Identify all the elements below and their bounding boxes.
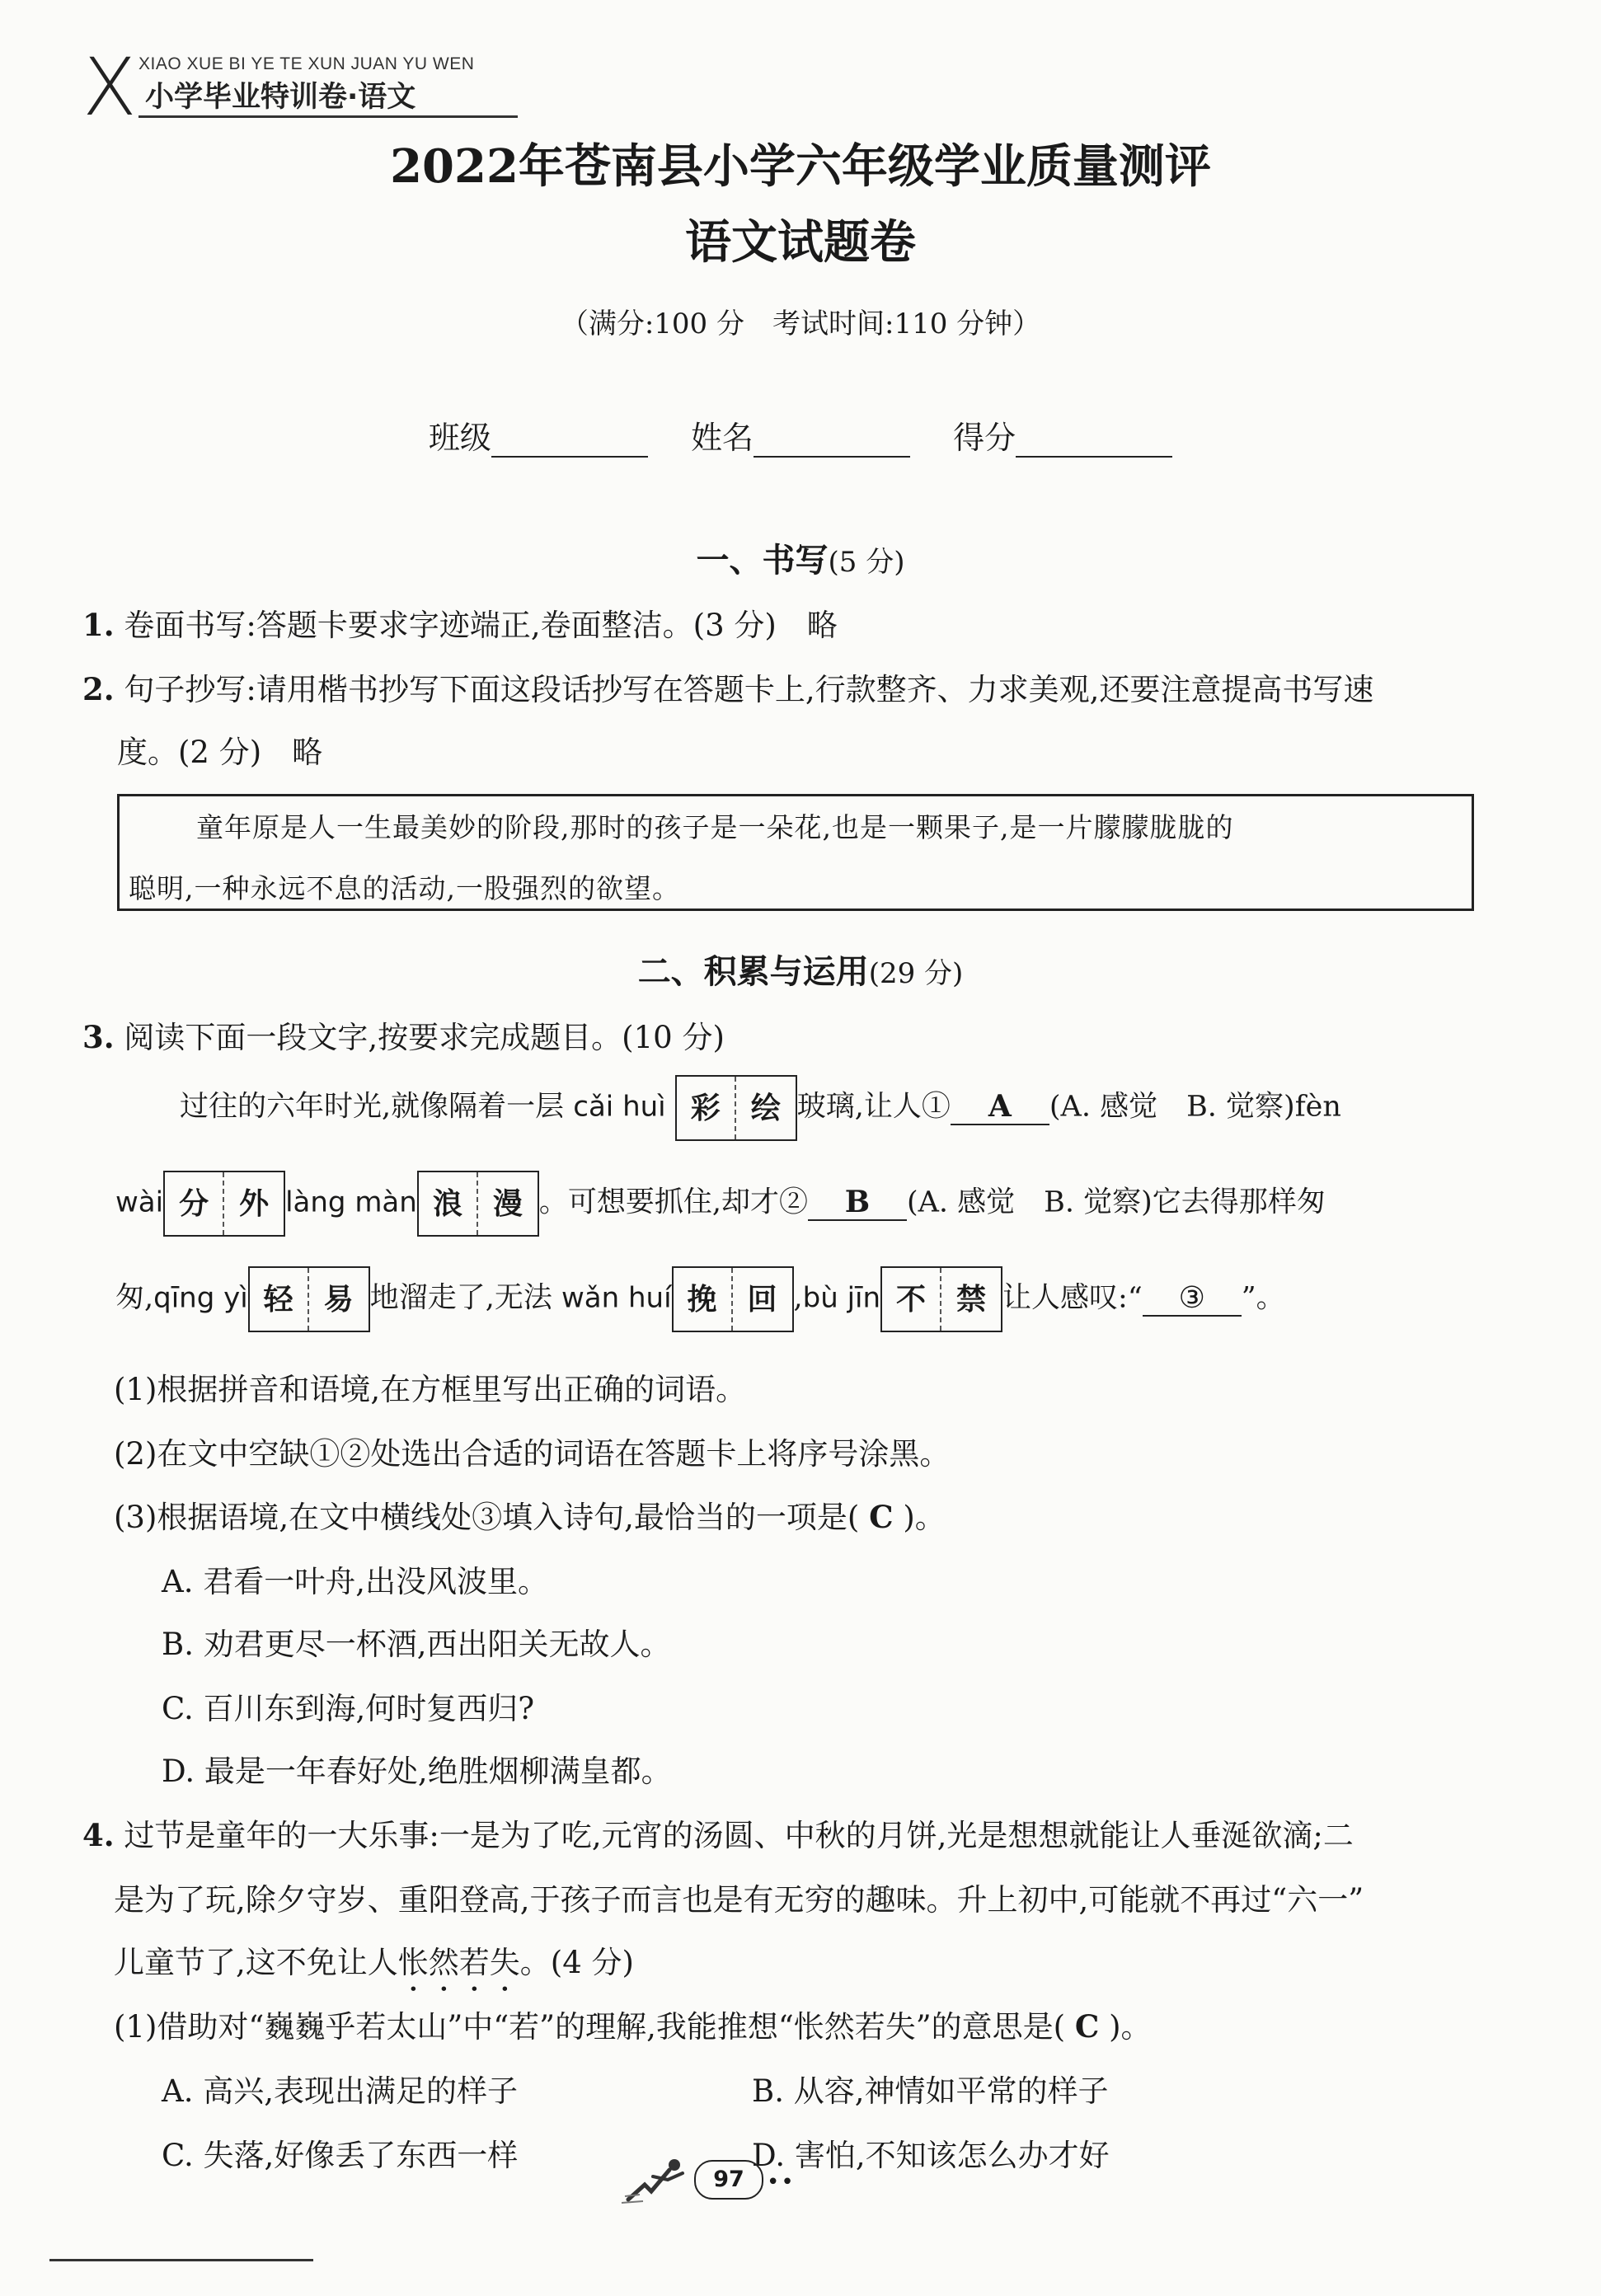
question-2: 2. 句子抄写:请用楷书抄写下面这段话抄写在答题卡上,行款整齐、力求美观,还要注意提高书写速 <box>82 671 1374 707</box>
header-divider <box>139 115 518 118</box>
pinyin-langman: làng màn <box>285 1186 417 1219</box>
blank-2[interactable]: B <box>808 1185 907 1221</box>
word-box-4[interactable]: 轻 易 <box>248 1266 370 1332</box>
pinyin-wanhui: wǎn huí <box>561 1281 672 1315</box>
question-4: 4. 过节是童年的一大乐事:一是为了吃,元宵的汤圆、中秋的月饼,光是想想就能让人垂涎欲滴;二 <box>82 1817 1354 1853</box>
exam-subtitle: 语文试题卷 <box>685 215 916 270</box>
brand-series-title: 小学毕业特训卷·语文 <box>145 81 416 114</box>
question-2-cont: 度。(2 分) 略 <box>117 735 323 770</box>
copy-passage-line2: 聪明,一种永远不息的活动,一股强烈的欲望。 <box>129 872 680 904</box>
q3-option-b[interactable]: B. 劝君更尽一杯酒,西出阳关无故人。 <box>162 1627 671 1662</box>
question-4-line2: 是为了玩,除夕守岁、重阳登高,于孩子而言也是有无穷的趣味。升上初中,可能就不再过“六一” <box>114 1882 1364 1918</box>
score-field[interactable]: 得分 <box>953 412 1172 458</box>
question-1: 1. 卷面书写:答题卡要求字迹端正,卷面整洁。(3 分) 略 <box>82 607 838 643</box>
page-number: 97 <box>694 2160 763 2200</box>
word-box-3[interactable]: 浪 漫 <box>417 1171 539 1237</box>
passage-line-3: 匆,qīng yì 轻 易 地溜走了,无法 wǎn huí 挽 回 ,bù jīn 不 禁 让人感叹:“ ③ ”。 <box>115 1266 1285 1332</box>
class-field[interactable]: 班级 <box>429 412 648 458</box>
copy-passage-line1: 童年原是人一生最美妙的阶段,那时的孩子是一朵花,也是一颗果子,是一片朦朦胧胧的 <box>196 811 1234 843</box>
q3-answer: C <box>869 1499 894 1535</box>
q3-option-a[interactable]: A. 君看一叶舟,出没风波里。 <box>162 1564 549 1599</box>
exam-meta: （满分:100 分 考试时间:110 分钟） <box>560 308 1041 340</box>
q4-option-b[interactable]: B. 从容,神情如平常的样子 <box>752 2073 1109 2109</box>
runner-icon <box>620 2152 693 2208</box>
q4-option-d[interactable]: D. 害怕,不知该怎么办才好 <box>752 2138 1110 2173</box>
q4-option-c[interactable]: C. 失落,好像丢了东西一样 <box>162 2138 519 2173</box>
blank-1[interactable]: A <box>951 1089 1049 1125</box>
pinyin-qingyi: qīng yì <box>153 1281 248 1315</box>
page-dots: •• <box>767 2170 796 2195</box>
q3-option-d[interactable]: D. 最是一年春好处,绝胜烟柳满皇都。 <box>162 1754 672 1789</box>
name-field[interactable]: 姓名 <box>691 412 910 458</box>
question-3: 3. 阅读下面一段文字,按要求完成题目。(10 分) <box>82 1019 725 1055</box>
pinyin-bujin: bù jīn <box>802 1281 881 1315</box>
word-box-5[interactable]: 挽 回 <box>672 1266 794 1332</box>
section-writing-heading: 一、书写(5 分) <box>696 541 905 580</box>
q4-option-a[interactable]: A. 高兴,表现出满足的样子 <box>162 2073 519 2109</box>
word-box-1[interactable]: 彩 绘 <box>675 1075 797 1141</box>
q3-sub-2: (2)在文中空缺①②处选出合适的词语在答题卡上将序号涂黑。 <box>114 1436 951 1472</box>
passage-line-2: wài 分 外 làng màn 浪 漫 。可想要抓住,却才② B (A. 感觉 B. 觉察)它去得那样匆 <box>115 1171 1326 1237</box>
emphasized-idiom: 怅然若失 <box>397 1945 520 1980</box>
question-4-line3: 儿童节了,这不免让人怅然若失。(4 分) <box>114 1945 634 1980</box>
pinyin-caihui: cǎi huì <box>573 1090 666 1124</box>
exam-title: 2022年苍南县小学六年级学业质量测评 <box>390 139 1211 194</box>
q4-sub-1: (1)借助对“巍巍乎若太山”中“若”的理解,我能推想“怅然若失”的意思是( C )。 <box>114 2008 1152 2045</box>
q3-sub-1: (1)根据拼音和语境,在方框里写出正确的词语。 <box>114 1372 747 1407</box>
section-accumulation-heading: 二、积累与运用(29 分) <box>637 952 964 991</box>
footer-divider <box>49 2259 313 2261</box>
word-box-2[interactable]: 分 外 <box>163 1171 285 1237</box>
q3-sub-3: (3)根据语境,在文中横线处③填入诗句,最恰当的一项是( C )。 <box>114 1499 946 1535</box>
blank-3[interactable]: ③ <box>1143 1281 1242 1317</box>
passage-line-1: 过往的六年时光,就像隔着一层 cǎi huì 彩 绘 玻璃,让人① A (A. 感觉 B. 觉察)fèn <box>180 1075 1341 1141</box>
brand-logo-letter: X <box>82 41 137 134</box>
brand-pinyin: XIAO XUE BI YE TE XUN JUAN YU WEN <box>139 54 475 73</box>
q4-answer: C <box>1074 2008 1100 2045</box>
word-box-6[interactable]: 不 禁 <box>880 1266 1002 1332</box>
q3-option-c[interactable]: C. 百川东到海,何时复西归? <box>162 1691 535 1726</box>
student-info-fields <box>0 412 1601 458</box>
